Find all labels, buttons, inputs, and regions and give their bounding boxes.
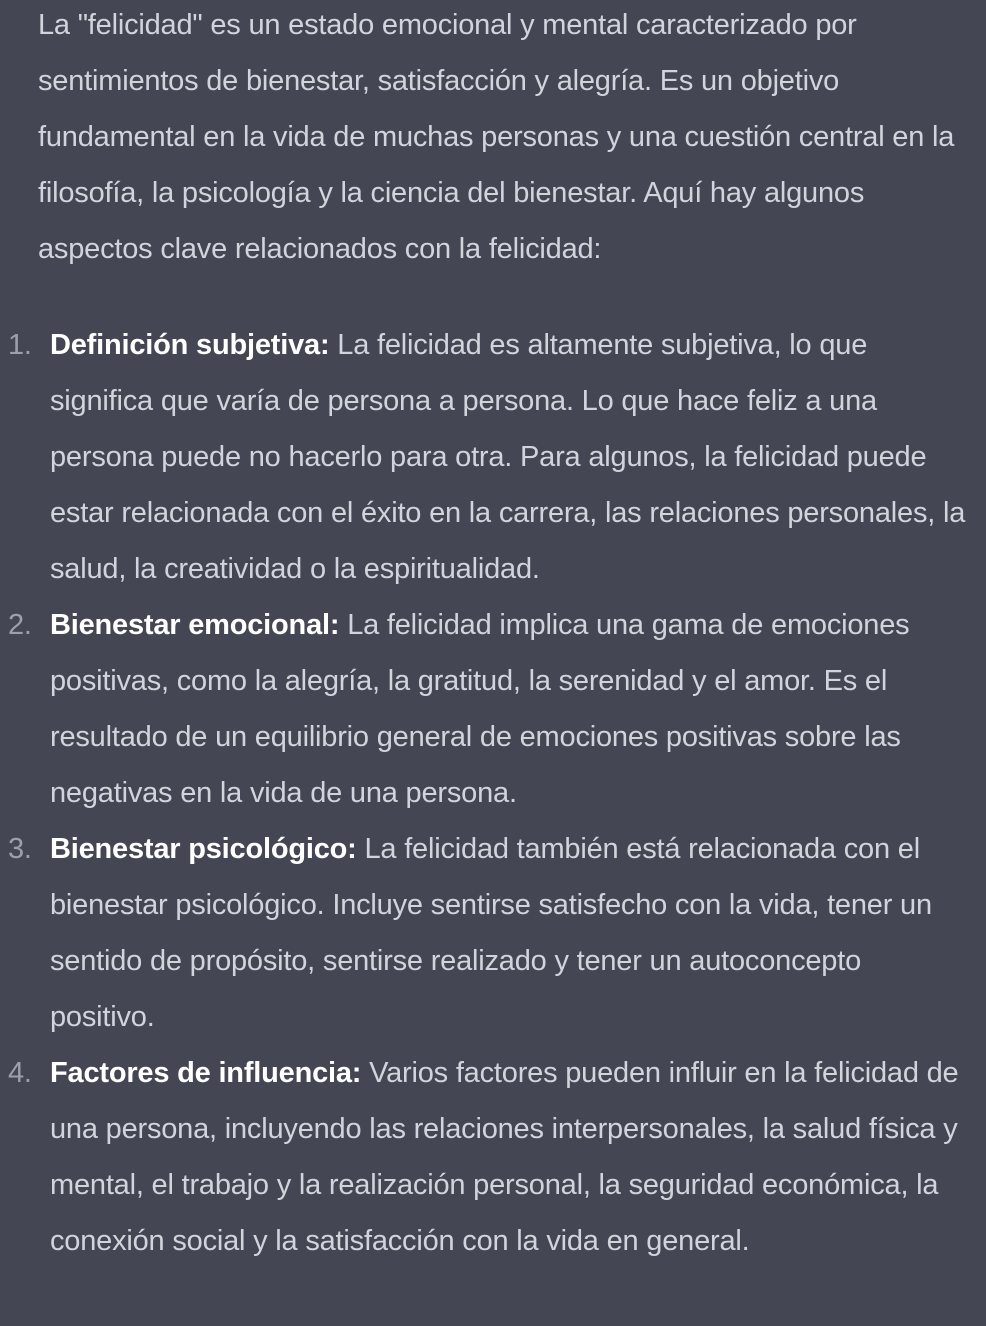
list-number: 4. (8, 1057, 32, 1089)
item-term: Bienestar psicológico: (50, 833, 357, 865)
item-text: Varios factores pueden influir en la felicidad de una persona, incluyendo las relaciones interpersonales, la salud física y mental, el trabajo y la realización personal, la seguridad económica, la conexión social y la satisfacción con la vida en general. (50, 1057, 959, 1257)
intro-paragraph: La "felicidad" es un estado emocional y mental caracterizado por sentimientos de bienestar, satisfacción y alegría. Es un objetivo fundamental en la vida de muchas personas y una cuestión central en la filosofía, la psicología y la ciencia del bienestar. Aquí hay algunos aspectos clave relacionados con la felicidad: (38, 9, 955, 265)
item-text: La felicidad también está relacionada con el bienestar psicológico. Incluye sentirse satisfecho con la vida, tener un sentido de propósito, sentirse realizado y tener un autoconcepto positivo. (50, 833, 932, 1033)
list-item (0, 821, 986, 1045)
item-term: Definición subjetiva: (50, 329, 330, 361)
item-text: La felicidad es altamente subjetiva, lo que significa que varía de persona a persona. Lo que hace feliz a una persona puede no hacerlo para otra. Para algunos, la felicidad puede estar relacionada con el éxito en la carrera, las relaciones personales, la salud, la creatividad o la espiritualidad. (50, 329, 966, 585)
item-term: Bienestar emocional: (50, 609, 340, 641)
list-item (0, 1045, 986, 1269)
list-number: 2. (8, 609, 32, 641)
list-number: 3. (8, 833, 32, 865)
aspects-list (0, 317, 986, 1269)
item-text: La felicidad implica una gama de emociones positivas, como la alegría, la gratitud, la serenidad y el amor. Es el resultado de un equilibrio general de emociones positivas sobre las negativas en la vida de una persona. (50, 609, 910, 809)
list-item (0, 317, 986, 597)
list-number: 1. (8, 329, 32, 361)
list-item (0, 597, 986, 821)
item-term: Factores de influencia: (50, 1057, 362, 1089)
